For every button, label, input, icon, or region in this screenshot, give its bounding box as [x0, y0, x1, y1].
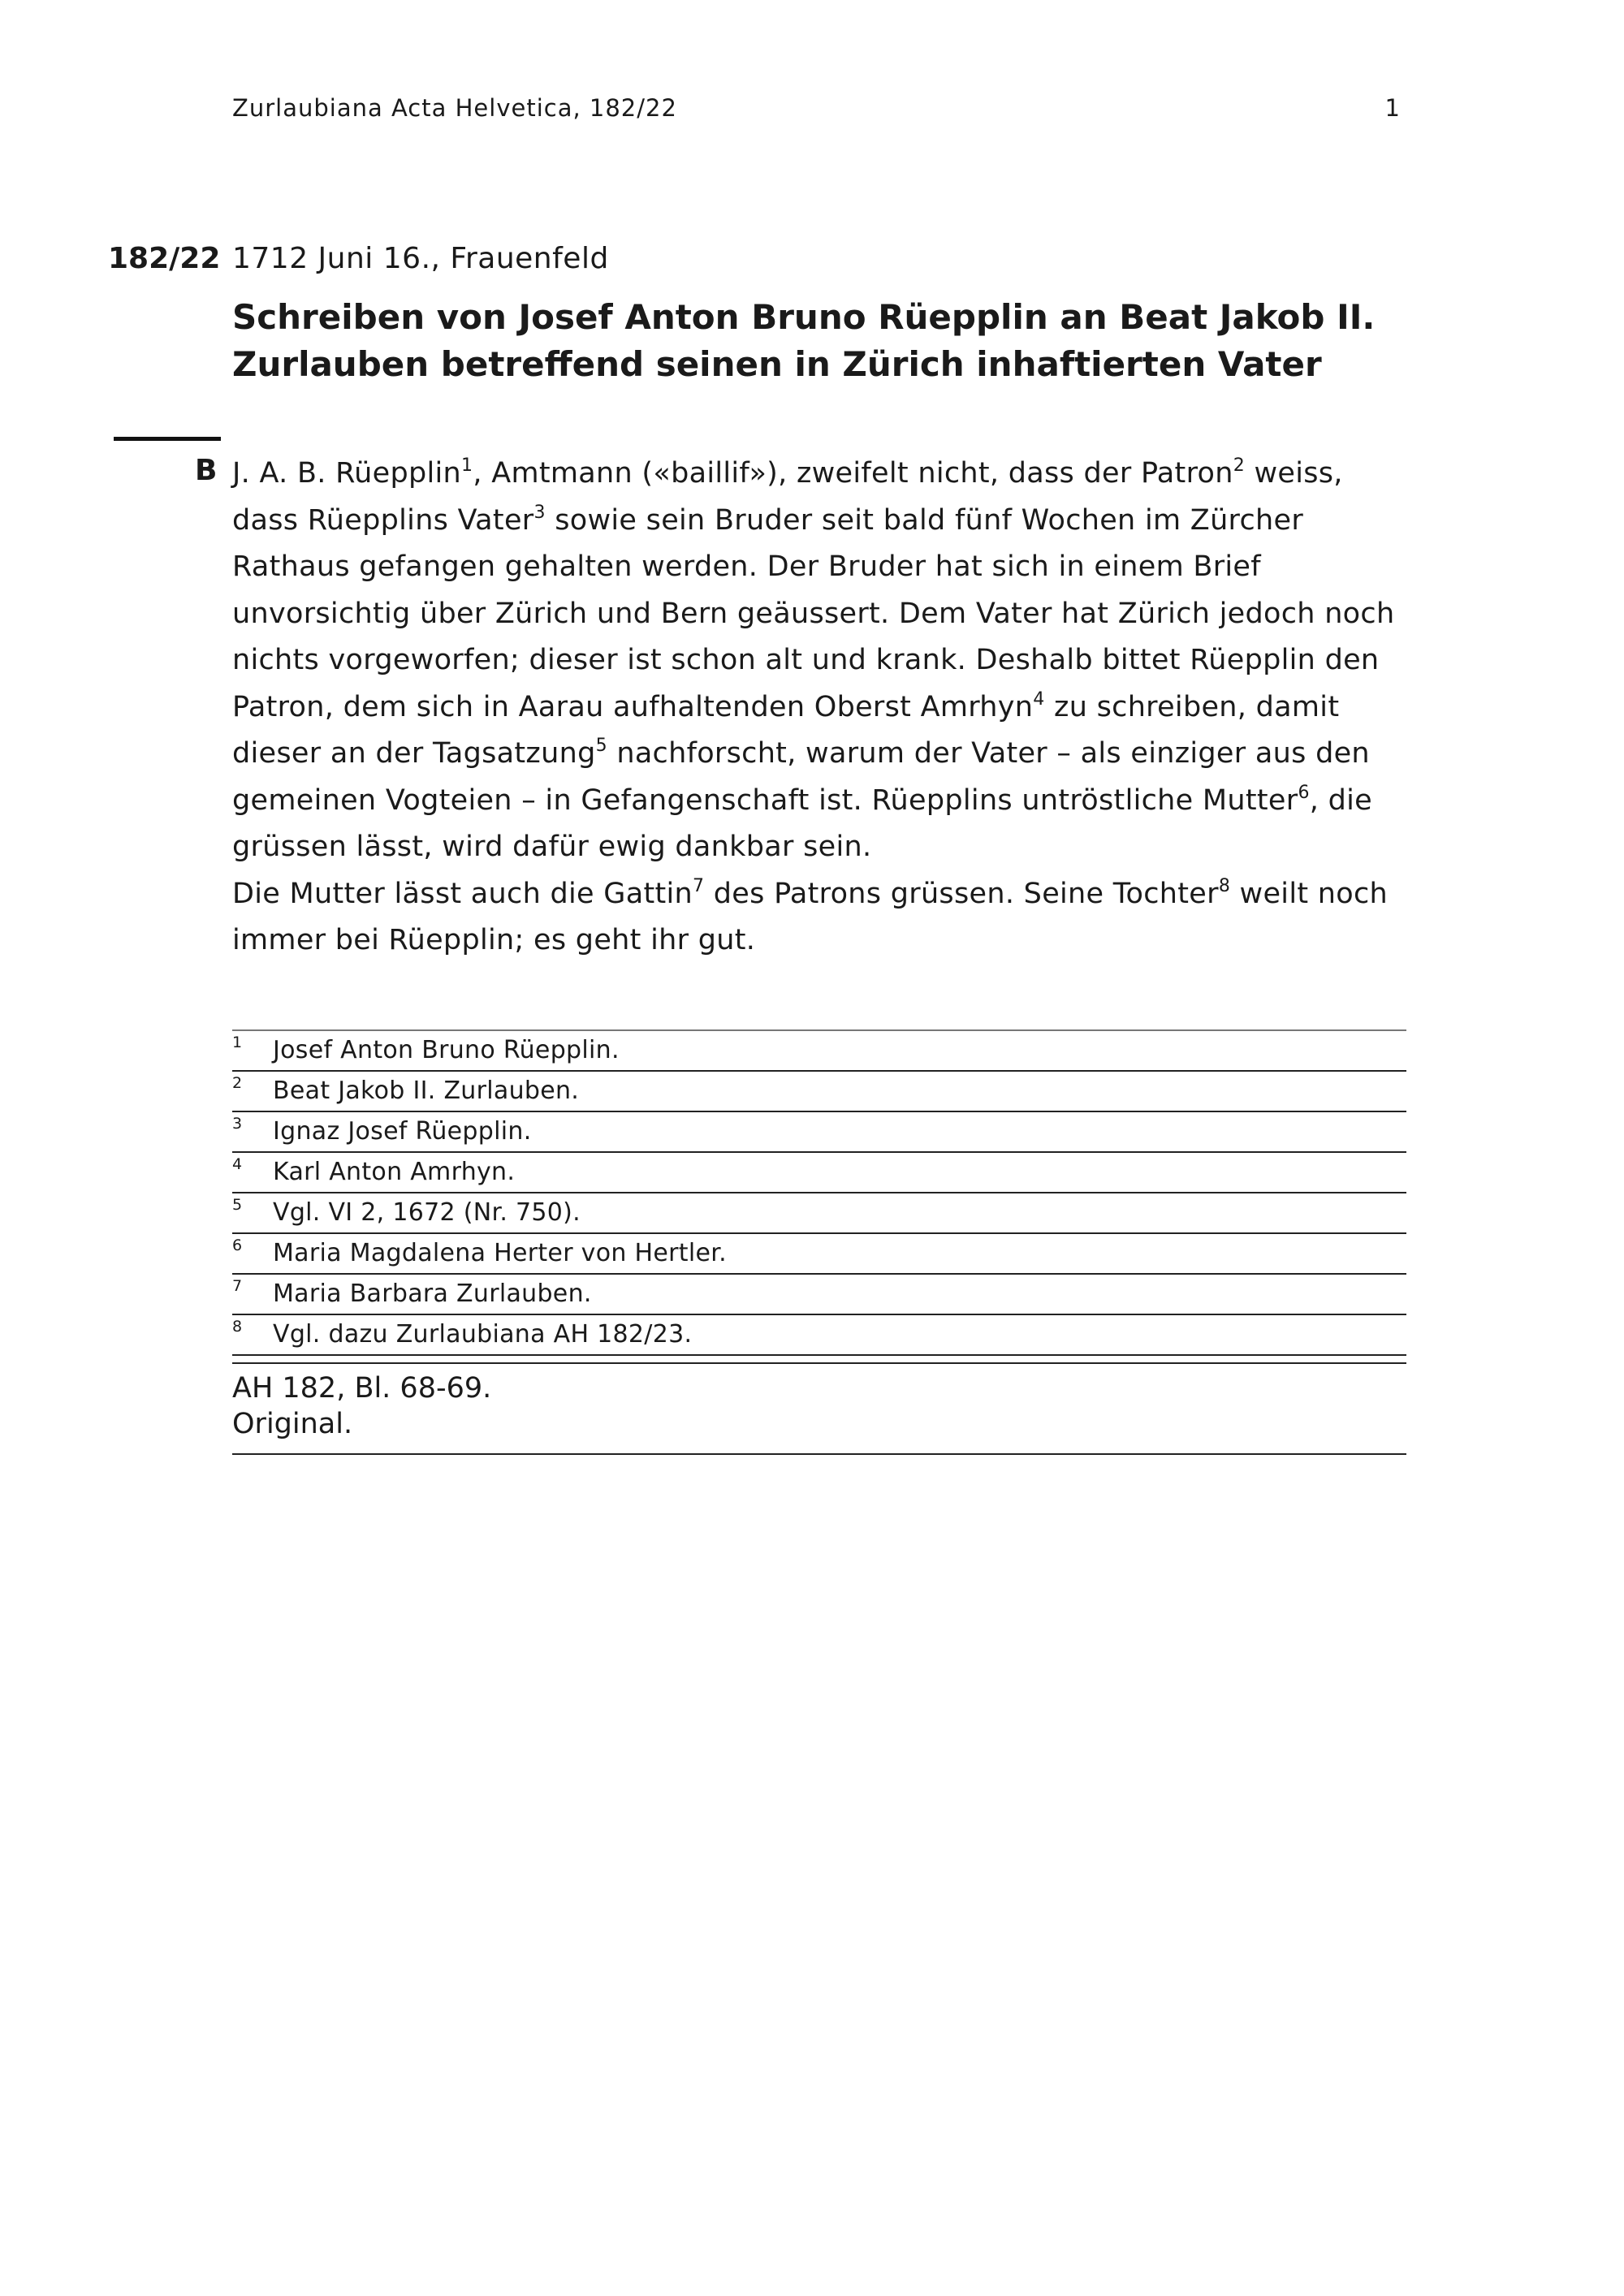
footnote-number: 6	[232, 1236, 243, 1254]
text-run: dieser an der Tagsatzung	[232, 737, 596, 770]
footnote-text: Maria Barbara Zurlauben.	[273, 1280, 592, 1308]
footnote-number: 3	[232, 1115, 243, 1133]
text-run: sowie sein Bruder seit bald fünf Wochen im Zürcher	[545, 503, 1304, 537]
text-line	[232, 544, 1406, 591]
footnote-reference[interactable]: 8	[1218, 875, 1231, 896]
text-line	[232, 451, 1406, 498]
footnote-reference[interactable]: 6	[1298, 782, 1310, 803]
text-run: weilt noch	[1230, 877, 1389, 910]
footnote-reference[interactable]: 3	[533, 502, 546, 523]
entry-number: 182/22	[108, 242, 221, 275]
footnotes	[232, 1029, 1406, 1356]
entry-title	[232, 294, 1410, 388]
text-run: , Amtmann («baillif»), zweifelt nicht, dass der Patron	[473, 457, 1233, 490]
summary-text	[232, 451, 1406, 965]
text-run: nichts vorgeworfen; dieser ist schon alt und krank. Deshalb bittet Rüepplin den	[232, 644, 1380, 676]
text-run: weiss,	[1245, 457, 1343, 490]
footnote-text: Maria Magdalena Herter von Hertler.	[273, 1239, 727, 1267]
footnote-text: Karl Anton Amrhyn.	[273, 1158, 516, 1186]
text-run: dass Rüepplins Vater	[232, 503, 534, 537]
footnote-row	[232, 1275, 1406, 1315]
footnote-reference[interactable]: 7	[693, 875, 705, 896]
footnote-reference[interactable]: 2	[1233, 455, 1246, 476]
running-title: Zurlaubiana Acta Helvetica, 182/22	[232, 94, 677, 122]
text-line	[232, 684, 1406, 732]
footnote-text: Beat Jakob II. Zurlauben.	[273, 1077, 580, 1105]
text-line	[232, 591, 1406, 638]
text-run: zu schreiben, damit	[1044, 690, 1340, 723]
footnote-row	[232, 1234, 1406, 1275]
footnote-reference[interactable]: 5	[595, 736, 607, 756]
source-reference: AH 182, Bl. 68-69.	[232, 1372, 492, 1405]
text-run: des Patrons grüssen. Seine Tochter	[704, 877, 1219, 910]
text-line	[232, 917, 1406, 965]
text-line	[232, 824, 1406, 871]
section-divider	[114, 437, 221, 441]
source-type: Original.	[232, 1408, 353, 1440]
text-run: nachforscht, warum der Vater – als einziger aus den	[607, 737, 1370, 770]
footnote-number: 2	[232, 1074, 243, 1092]
footnote-text: Ignaz Josef Rüepplin.	[273, 1117, 532, 1146]
footnote-row	[232, 1072, 1406, 1112]
text-run: unvorsichtig über Zürich und Bern geäussert. Dem Vater hat Zürich jedoch noch	[232, 597, 1395, 630]
text-line	[232, 731, 1406, 778]
footnote-text: Vgl. VI 2, 1672 (Nr. 750).	[273, 1198, 581, 1227]
footnote-row	[232, 1153, 1406, 1193]
text-run: Patron, dem sich in Aarau aufhaltenden Oberst Amrhyn	[232, 690, 1034, 723]
entry-date-place: 1712 Juni 16., Frauenfeld	[232, 242, 609, 275]
page-number: 1	[1384, 94, 1400, 122]
text-run: , die	[1309, 783, 1372, 817]
text-run: J. A. B. Rüepplin	[232, 457, 462, 490]
footnote-reference[interactable]: 4	[1033, 688, 1045, 710]
footnote-row	[232, 1112, 1406, 1153]
text-line	[232, 498, 1406, 545]
text-run: gemeinen Vogteien – in Gefangenschaft ist. Rüepplins untröstliche Mutter	[232, 783, 1298, 817]
footnote-row	[232, 1031, 1406, 1072]
text-line	[232, 637, 1406, 684]
footnote-reference[interactable]: 1	[461, 455, 473, 476]
footnote-number: 5	[232, 1196, 243, 1214]
footnote-number: 7	[232, 1277, 243, 1295]
section-marker: B	[195, 454, 218, 487]
footnote-number: 8	[232, 1318, 243, 1336]
footnote-number: 1	[232, 1034, 243, 1051]
text-run: Rathaus gefangen gehalten werden. Der Bruder hat sich in einem Brief	[232, 550, 1261, 583]
text-run: immer bei Rüepplin; es geht ihr gut.	[232, 924, 756, 956]
text-line	[232, 778, 1406, 825]
footnote-text: Vgl. dazu Zurlaubiana AH 182/23.	[273, 1320, 693, 1349]
source-block	[232, 1362, 1406, 1455]
text-run: Die Mutter lässt auch die Gattin	[232, 877, 693, 910]
footnote-row	[232, 1315, 1406, 1356]
footnote-text: Josef Anton Bruno Rüepplin.	[273, 1036, 620, 1064]
text-line	[232, 871, 1406, 918]
footnote-number: 4	[232, 1155, 243, 1173]
entry-title-line: Schreiben von Josef Anton Bruno Rüepplin an Beat Jakob II.	[232, 297, 1376, 337]
entry-title-line: Zurlauben betreffend seinen in Zürich inhaftierten Vater	[232, 344, 1322, 384]
footnote-row	[232, 1193, 1406, 1234]
text-run: grüssen lässt, wird dafür ewig dankbar sein.	[232, 831, 872, 863]
